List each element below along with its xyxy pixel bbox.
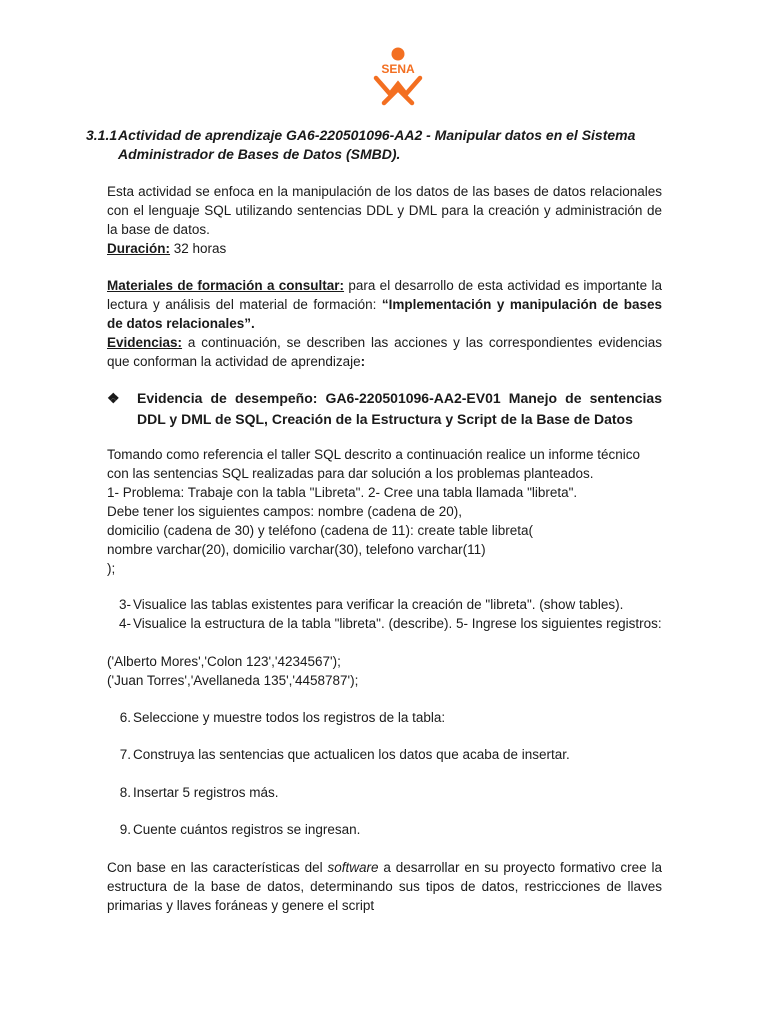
item-number: 6. <box>119 710 131 725</box>
list-item <box>107 708 662 727</box>
intro-text: Esta actividad se enfoca en la manipulación de los datos de las bases de datos relacionales con el lenguaje SQL utilizando sentencias DDL y DML para la creación y administración de la base de datos. <box>107 184 662 237</box>
evidences-colon: : <box>360 354 366 369</box>
workshop-line: ); <box>107 561 116 576</box>
record-line: ('Juan Torres','Avellaneda 135','4458787'); <box>107 673 359 688</box>
list-item <box>107 783 662 802</box>
records-block <box>107 652 662 690</box>
evidence-item <box>107 388 662 430</box>
heading-number: 3.1.1 <box>86 127 118 143</box>
item-number: 9. <box>119 822 131 837</box>
diamond-bullet-icon: ❖ <box>107 390 120 406</box>
closing-italic: software <box>327 860 379 875</box>
item-number: 3- <box>118 597 131 612</box>
intro-paragraph <box>107 182 662 258</box>
workshop-block <box>107 445 662 578</box>
item-text: Construya las sentencias que actualicen los datos que acaba de insertar. <box>133 747 570 762</box>
list-item <box>107 820 662 839</box>
item-text: Seleccione y muestre todos los registros de la tabla: <box>133 710 446 725</box>
materials-paragraph <box>107 276 662 371</box>
list-item <box>107 614 662 633</box>
workshop-line: 1- Problema: Trabaje con la tabla "Libreta". 2- Cree una tabla llamada "libreta". <box>107 485 578 500</box>
closing-after: a desarrollar en su proyecto formativo cree la estructura de la base de datos, determinando sus tipos de datos, restricciones de llaves primarias y llaves foráneas y genere el script <box>107 860 662 913</box>
list-item <box>107 745 662 764</box>
workshop-line: con las sentencias SQL realizadas para dar solución a los problemas planteados. <box>107 466 594 481</box>
list-item <box>107 595 662 614</box>
materials-quote: “Implementación y manipulación de bases de datos relacionales”. <box>107 297 662 331</box>
logo-text: SENA <box>381 62 415 76</box>
activity-heading <box>86 126 662 164</box>
record-line: ('Alberto Mores','Colon 123','4234567'); <box>107 654 341 669</box>
item-number: 4- <box>118 616 131 631</box>
workshop-line: nombre varchar(20), domicilio varchar(30), telefono varchar(11) <box>107 542 486 557</box>
evidence-text: Evidencia de desempeño: GA6-220501096-AA2-EV01 Manejo de sentencias DDL y DML de SQL, Creación de la Estructura y Script de la Base de Datos <box>137 390 662 427</box>
heading-line1: Actividad de aprendizaje GA6-220501096-AA2 - Manipular datos en el Sistema <box>118 127 636 143</box>
heading-line2: Administrador de Bases de Datos (SMBD). <box>118 146 401 162</box>
item-text: Visualice las tablas existentes para verificar la creación de "libreta". (show tables). <box>133 597 624 612</box>
closing-paragraph <box>107 858 662 915</box>
item-number: 7. <box>119 747 131 762</box>
sena-logo-icon <box>370 46 426 106</box>
item-number: 8. <box>119 785 131 800</box>
duration-value: 32 horas <box>170 241 227 256</box>
sena-logo <box>370 46 426 106</box>
workshop-line: Debe tener los siguientes campos: nombre (cadena de 20), <box>107 504 462 519</box>
item-text: Visualice la estructura de la tabla "libreta". (describe). 5- Ingrese los siguientes registros: <box>133 616 662 631</box>
workshop-line: domicilio (cadena de 30) y teléfono (cadena de 11): create table libreta( <box>107 523 534 538</box>
duration-label: Duración: <box>107 241 171 256</box>
workshop-line: Tomando como referencia el taller SQL descrito a continuación realice un informe técnico <box>107 447 641 462</box>
evidences-text: a continuación, se describen las acciones y las correspondientes evidencias que conforman la actividad de aprendizaje <box>107 335 662 369</box>
materials-label: Materiales de formación a consultar: <box>107 278 345 293</box>
materials-text: para el desarrollo de esta actividad es importante la lectura y análisis del material de formación: <box>107 278 662 312</box>
item-text: Cuente cuántos registros se ingresan. <box>133 822 361 837</box>
closing-before: Con base en las características del <box>107 860 328 875</box>
evidences-label: Evidencias: <box>107 335 183 350</box>
item-text: Insertar 5 registros más. <box>133 785 279 800</box>
